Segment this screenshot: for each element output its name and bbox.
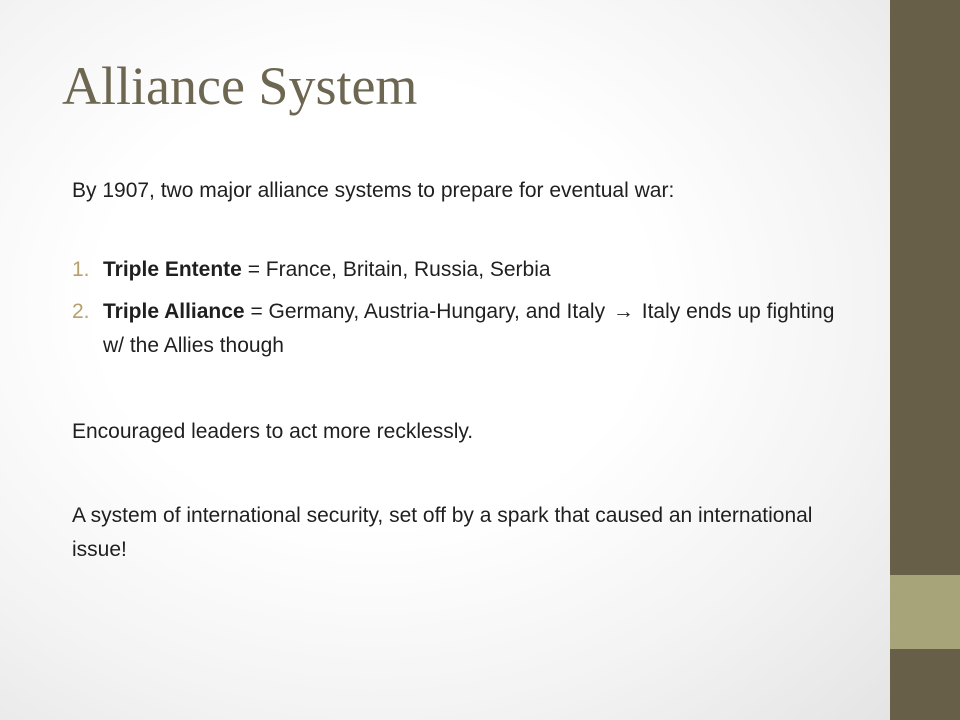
list-text: = Germany, Austria-Hungary, and Italy [244,300,606,323]
list-term: Triple Entente [103,258,242,281]
list-number: 2. [72,300,90,323]
list-item-triple-alliance [72,295,842,363]
list-number: 1. [72,258,90,281]
list-item-content [103,253,842,287]
side-accent-block [890,575,960,649]
list-text: = France, Britain, Russia, Serbia [241,258,551,281]
list-item-triple-entente [72,253,842,287]
right-arrow-icon: → [612,300,634,323]
paragraph-security: A system of international security, set off by a spark that caused an international issue! [72,504,813,561]
paragraph-reckless: Encouraged leaders to act more recklessly. [72,420,474,443]
slide-title: Alliance System [62,56,418,116]
list-text-after: Italy ends up fighting w/ the Allies though [103,300,835,357]
list-term: Triple Alliance [103,300,245,323]
intro-paragraph: By 1907, two major alliance systems to prepare for eventual war: [72,179,675,202]
list-item-content [103,295,842,363]
